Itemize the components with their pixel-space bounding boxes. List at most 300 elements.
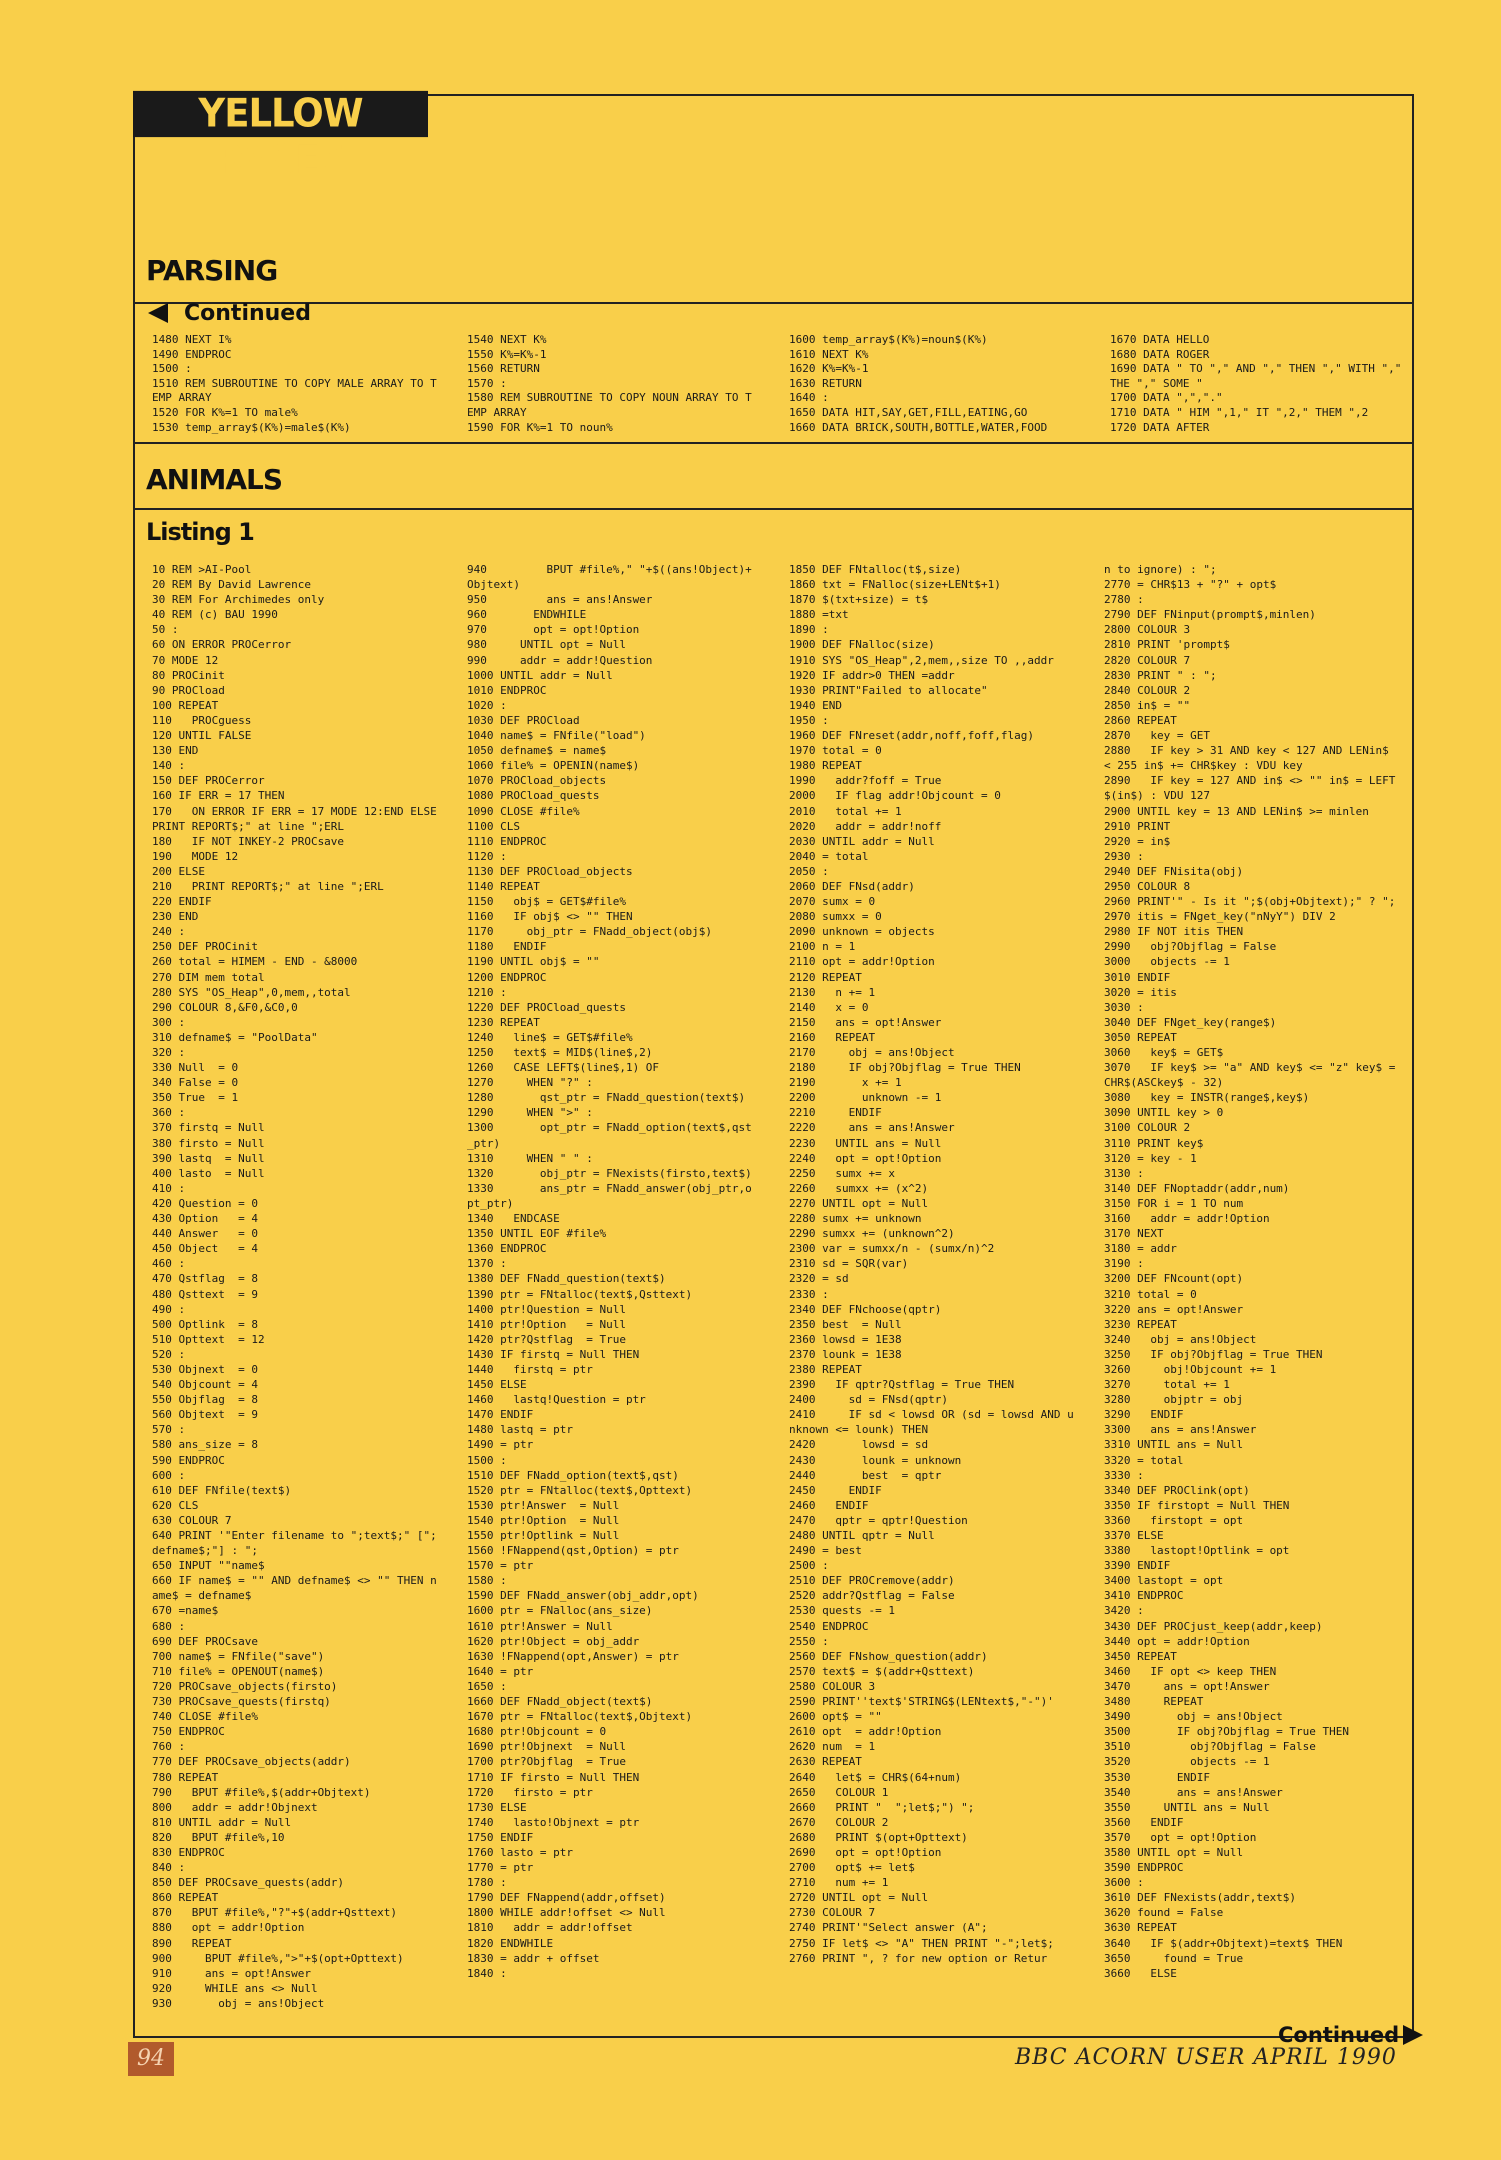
code-line: 1960 DEF FNreset(addr,noff,foff,flag) bbox=[789, 729, 1035, 743]
code-line: 2980 IF NOT itis THEN bbox=[1104, 925, 1244, 939]
code-line: 1360 ENDPROC bbox=[467, 1242, 547, 1256]
code-line: 710 file% = OPENOUT(name$) bbox=[152, 1664, 325, 1678]
code-line: 1400 ptr!Question = Null bbox=[467, 1302, 626, 1316]
code-line: 2730 COLOUR 7 bbox=[789, 1906, 876, 1920]
code-line: 1490 = ptr bbox=[467, 1438, 534, 1452]
code-line: 1660 DEF FNadd_object(text$) bbox=[467, 1695, 653, 1709]
code-line: 1730 ELSE bbox=[467, 1800, 527, 1814]
code-line: 440 Answer = 0 bbox=[152, 1227, 258, 1241]
code-line: 2340 DEF FNchoose(qptr) bbox=[789, 1302, 942, 1316]
code-line: 3090 UNTIL key > 0 bbox=[1104, 1106, 1224, 1120]
code-line: 1840 : bbox=[467, 1966, 507, 1980]
code-line: 630 COLOUR 7 bbox=[152, 1513, 232, 1527]
code-line: 1550 ptr!Optlink = Null bbox=[467, 1529, 620, 1542]
code-line: 3410 ENDPROC bbox=[1104, 1589, 1184, 1603]
code-line: 960 ENDWHILE bbox=[467, 608, 587, 622]
code-line: 1050 defname$ = name$ bbox=[467, 744, 607, 758]
code-line: 1850 DEF FNtalloc(t$,size) bbox=[789, 563, 962, 576]
code-line: 1920 IF addr>0 THEN =addr bbox=[789, 668, 955, 682]
code-line: 660 IF name$ = "" AND defname$ <> "" THEN name$ = defname$ bbox=[152, 1574, 437, 1603]
code-line: 880 opt = addr!Option bbox=[152, 1921, 305, 1935]
code-line: 3220 ans = opt!Answer bbox=[1104, 1302, 1244, 1316]
animals-title: ANIMALS bbox=[146, 463, 283, 496]
code-line: 2500 : bbox=[789, 1559, 829, 1573]
code-line: 3070 IF key$ >= "a" AND key$ <= "z" key$ = CHR$(ASCkey$ - 32) bbox=[1104, 1061, 1403, 1090]
code-line: 550 Objflag = 8 bbox=[152, 1393, 258, 1407]
code-line: 2490 = best bbox=[789, 1544, 862, 1558]
code-line: 990 addr = addr!Question bbox=[467, 653, 653, 667]
code-line: 1750 ENDIF bbox=[467, 1830, 534, 1844]
code-line: 2830 PRINT " : "; bbox=[1104, 668, 1217, 682]
code-line: 1500 : bbox=[152, 362, 192, 376]
code-line: 1790 DEF FNappend(addr,offset) bbox=[467, 1891, 666, 1905]
code-line: 2870 key = GET bbox=[1104, 729, 1210, 743]
code-line: 1820 ENDWHILE bbox=[467, 1936, 554, 1950]
code-line: 220 ENDIF bbox=[152, 895, 212, 909]
code-line: 2270 UNTIL opt = Null bbox=[789, 1196, 929, 1210]
code-line: 970 opt = opt!Option bbox=[467, 623, 640, 637]
code-line: 1610 NEXT K% bbox=[789, 347, 869, 361]
code-line: 2580 COLOUR 3 bbox=[789, 1679, 876, 1693]
code-line: 3340 DEF PROClink(opt) bbox=[1104, 1483, 1250, 1497]
code-line: 3480 REPEAT bbox=[1104, 1695, 1204, 1709]
code-line: 1260 CASE LEFT$(line$,1) OF bbox=[467, 1061, 660, 1075]
code-line: 1670 DATA HELLO bbox=[1110, 333, 1210, 346]
code-line: 1180 ENDIF bbox=[467, 940, 547, 954]
code-line: 1780 : bbox=[467, 1876, 507, 1890]
code-line: 1870 $(txt+size) = t$ bbox=[789, 593, 929, 607]
code-line: 1800 WHILE addr!offset <> Null bbox=[467, 1906, 666, 1920]
code-line: 2180 IF obj?Objflag = True THEN bbox=[789, 1061, 1021, 1075]
code-line: 170 ON ERROR IF ERR = 17 MODE 12:END ELSE PRINT REPORT$;" at line ";ERL bbox=[152, 804, 444, 833]
code-line: 2020 addr = addr!noff bbox=[789, 819, 942, 833]
code-line: 1710 DATA " HIM ",1," IT ",2," THEM ",2 bbox=[1110, 405, 1369, 419]
code-line: 3310 UNTIL ans = Null bbox=[1104, 1438, 1244, 1452]
code-line: 2040 = total bbox=[789, 849, 869, 863]
code-line: 20 REM By David Lawrence bbox=[152, 578, 311, 592]
code-line: 3610 DEF FNexists(addr,text$) bbox=[1104, 1891, 1297, 1905]
code-line: 1190 UNTIL obj$ = "" bbox=[467, 955, 600, 969]
code-line: 260 total = HIMEM - END - &8000 bbox=[152, 955, 358, 969]
parsing-column-4 bbox=[1110, 333, 1409, 435]
code-line: 3020 = itis bbox=[1104, 985, 1177, 999]
code-line: 1380 DEF FNadd_question(text$) bbox=[467, 1272, 666, 1286]
code-line: 1550 K%=K%-1 bbox=[467, 347, 547, 361]
code-line: 390 lastq = Null bbox=[152, 1151, 265, 1165]
code-line: 3260 obj!Objcount += 1 bbox=[1104, 1362, 1277, 1376]
code-line: 2130 n += 1 bbox=[789, 985, 876, 999]
code-line: 2570 text$ = $(addr+Qsttext) bbox=[789, 1664, 975, 1678]
code-line: 2410 IF sd < lowsd OR (sd = lowsd AND unknown <= lounk) THEN bbox=[789, 1408, 1074, 1437]
code-line: 100 REPEAT bbox=[152, 698, 219, 712]
code-line: 980 UNTIL opt = Null bbox=[467, 638, 626, 652]
code-line: 2560 DEF FNshow_question(addr) bbox=[789, 1649, 988, 1663]
code-line: 1990 addr?foff = True bbox=[789, 774, 942, 788]
code-line: 2100 n = 1 bbox=[789, 940, 856, 954]
code-line: 1640 : bbox=[789, 391, 829, 405]
code-line: 740 CLOSE #file% bbox=[152, 1710, 258, 1724]
code-line: 2090 unknown = objects bbox=[789, 925, 935, 939]
code-line: 3130 : bbox=[1104, 1166, 1144, 1180]
code-line: 140 : bbox=[152, 759, 186, 773]
parsing-column-2 bbox=[467, 333, 757, 435]
code-line: 680 : bbox=[152, 1619, 186, 1633]
code-line: 2060 DEF FNsd(addr) bbox=[789, 879, 915, 893]
code-line: 1340 ENDCASE bbox=[467, 1212, 560, 1226]
code-line: 3280 objptr = obj bbox=[1104, 1393, 1244, 1407]
code-line: 1880 =txt bbox=[789, 608, 849, 622]
code-line: 770 DEF PROCsave_objects(addr) bbox=[152, 1755, 351, 1769]
code-line: 420 Question = 0 bbox=[152, 1196, 258, 1210]
code-line: 50 : bbox=[152, 623, 179, 637]
code-line: 2080 sumxx = 0 bbox=[789, 910, 882, 924]
code-line: 2700 opt$ += let$ bbox=[789, 1861, 915, 1875]
code-line: 70 MODE 12 bbox=[152, 653, 219, 667]
code-line: 890 REPEAT bbox=[152, 1936, 232, 1950]
code-line: 810 UNTIL addr = Null bbox=[152, 1815, 292, 1829]
code-line: 3630 REPEAT bbox=[1104, 1921, 1177, 1935]
code-line: 3550 UNTIL ans = Null bbox=[1104, 1800, 1270, 1814]
code-line: 2840 COLOUR 2 bbox=[1104, 683, 1191, 697]
code-line: 750 ENDPROC bbox=[152, 1725, 225, 1739]
code-line: 1830 = addr + offset bbox=[467, 1951, 600, 1965]
code-line: 2260 sumxx += (x^2) bbox=[789, 1181, 929, 1195]
code-line: 3300 ans = ans!Answer bbox=[1104, 1423, 1257, 1437]
code-line: 2390 IF qptr?Qstflag = True THEN bbox=[789, 1378, 1015, 1392]
code-line: 3060 key$ = GET$ bbox=[1104, 1046, 1224, 1059]
code-line: 2440 best = qptr bbox=[789, 1468, 942, 1482]
code-line: 1980 REPEAT bbox=[789, 759, 862, 773]
code-line: 2600 opt$ = "" bbox=[789, 1710, 882, 1724]
code-line: 40 REM (c) BAU 1990 bbox=[152, 608, 278, 622]
code-line: 1410 ptr!Option = Null bbox=[467, 1317, 626, 1331]
code-line: 1280 qst_ptr = FNadd_question(text$) bbox=[467, 1091, 746, 1105]
code-line: 120 UNTIL FALSE bbox=[152, 729, 252, 743]
code-line: 200 ELSE bbox=[152, 864, 205, 878]
code-line: 2660 PRINT " ";let$;") "; bbox=[789, 1800, 975, 1814]
code-line: 470 Qstflag = 8 bbox=[152, 1272, 258, 1286]
code-line: 60 ON ERROR PROCerror bbox=[152, 638, 292, 652]
code-line: 730 PROCsave_quests(firstq) bbox=[152, 1695, 331, 1709]
code-line: 1290 WHEN ">" : bbox=[467, 1106, 593, 1120]
code-line: 2400 sd = FNsd(qptr) bbox=[789, 1393, 948, 1407]
code-line: 2150 ans = opt!Answer bbox=[789, 1015, 942, 1029]
code-line: 2370 lounk = 1E38 bbox=[789, 1347, 902, 1361]
code-line: 950 ans = ans!Answer bbox=[467, 593, 653, 607]
code-line: 3600 : bbox=[1104, 1876, 1144, 1890]
code-line: 3380 lastopt!Optlink = opt bbox=[1104, 1544, 1290, 1558]
code-line: 620 CLS bbox=[152, 1498, 199, 1512]
code-line: 2680 PRINT $(opt+Opttext) bbox=[789, 1830, 968, 1844]
code-line: 2850 in$ = "" bbox=[1104, 698, 1191, 712]
code-line: 3650 found = True bbox=[1104, 1951, 1244, 1965]
code-line: 150 DEF PROCerror bbox=[152, 774, 265, 788]
code-line: 1390 ptr = FNtalloc(text$,Qsttext) bbox=[467, 1287, 693, 1301]
code-line: 1560 RETURN bbox=[467, 362, 540, 376]
code-line: 610 DEF FNfile(text$) bbox=[152, 1483, 292, 1497]
code-line: 1910 SYS "OS_Heap",2,mem,,size TO ,,addr bbox=[789, 653, 1054, 667]
code-line: 850 DEF PROCsave_quests(addr) bbox=[152, 1876, 345, 1890]
code-line: 3290 ENDIF bbox=[1104, 1408, 1184, 1422]
code-line: 1510 DEF FNadd_option(text$,qst) bbox=[467, 1468, 679, 1482]
code-line: 2110 opt = addr!Option bbox=[789, 955, 935, 969]
code-line: 1740 lasto!Objnext = ptr bbox=[467, 1815, 640, 1829]
code-line: 3080 key = INSTR(range$,key$) bbox=[1104, 1091, 1310, 1105]
code-line: 1530 ptr!Answer = Null bbox=[467, 1498, 620, 1512]
code-line: 3270 total += 1 bbox=[1104, 1378, 1230, 1392]
code-line: 2350 best = Null bbox=[789, 1317, 902, 1331]
code-line: 3620 found = False bbox=[1104, 1906, 1224, 1920]
code-line: 2450 ENDIF bbox=[789, 1483, 882, 1497]
code-line: 3050 REPEAT bbox=[1104, 1030, 1177, 1044]
code-line: 830 ENDPROC bbox=[152, 1845, 225, 1859]
code-line: 2190 x += 1 bbox=[789, 1076, 902, 1090]
code-line: 1040 name$ = FNfile("load") bbox=[467, 729, 646, 743]
code-line: 1690 DATA " TO "," AND "," THEN "," WITH "," THE "," SOME " bbox=[1110, 362, 1409, 390]
code-line: 1620 ptr!Object = obj_addr bbox=[467, 1634, 640, 1648]
code-line: 2760 PRINT ", ? for new option or Retur bbox=[789, 1951, 1048, 1965]
code-line: 2780 : bbox=[1104, 593, 1144, 607]
code-line: 3210 total = 0 bbox=[1104, 1287, 1197, 1301]
code-line: 2920 = in$ bbox=[1104, 834, 1171, 848]
code-line: 1080 PROCload_quests bbox=[467, 789, 600, 803]
code-line: 2170 obj = ans!Object bbox=[789, 1046, 955, 1059]
code-line: 2030 UNTIL addr = Null bbox=[789, 834, 935, 848]
code-line: 1720 DATA AFTER bbox=[1110, 420, 1210, 434]
code-line: 1100 CLS bbox=[467, 819, 520, 833]
code-line: 1370 : bbox=[467, 1257, 507, 1271]
code-line: 3180 = addr bbox=[1104, 1242, 1177, 1256]
code-line: 2860 REPEAT bbox=[1104, 713, 1177, 727]
code-line: 2910 PRINT bbox=[1104, 819, 1171, 833]
code-line: 370 firstq = Null bbox=[152, 1121, 265, 1135]
code-line: 1120 : bbox=[467, 849, 507, 863]
code-line: 1250 text$ = MID$(line$,2) bbox=[467, 1046, 653, 1059]
code-line: 560 Objtext = 9 bbox=[152, 1408, 258, 1422]
code-line: 3490 obj = ans!Object bbox=[1104, 1710, 1283, 1724]
code-line: 1630 RETURN bbox=[789, 376, 862, 390]
code-line: 1220 DEF PROCload_quests bbox=[467, 1000, 626, 1014]
code-line: 2550 : bbox=[789, 1634, 829, 1648]
code-line: 90 PROCload bbox=[152, 683, 225, 697]
code-line: 2740 PRINT'"Select answer (A"; bbox=[789, 1921, 988, 1935]
code-line: 920 WHILE ans <> Null bbox=[152, 1981, 318, 1995]
code-line: 3160 addr = addr!Option bbox=[1104, 1212, 1270, 1226]
code-line: 3640 IF $(addr+Objtext)=text$ THEN bbox=[1104, 1936, 1343, 1950]
code-line: 570 : bbox=[152, 1423, 186, 1437]
magazine-footer: BBC ACORN USER APRIL 1990 bbox=[1015, 2045, 1397, 2070]
code-line: 1600 ptr = FNalloc(ans_size) bbox=[467, 1604, 653, 1618]
code-line: 1650 : bbox=[467, 1679, 507, 1693]
parsing-column-1 bbox=[152, 333, 438, 435]
code-line: 2950 COLOUR 8 bbox=[1104, 879, 1191, 893]
code-line: 1560 !FNappend(qst,Option) = ptr bbox=[467, 1544, 679, 1558]
code-line: 3320 = total bbox=[1104, 1453, 1184, 1467]
code-line: 350 True = 1 bbox=[152, 1091, 239, 1105]
code-line: 1480 lastq = ptr bbox=[467, 1423, 573, 1437]
code-line: 430 Option = 4 bbox=[152, 1212, 258, 1226]
code-line: 2610 opt = addr!Option bbox=[789, 1725, 942, 1739]
code-line: 3000 objects -= 1 bbox=[1104, 955, 1230, 969]
code-line: 2720 UNTIL opt = Null bbox=[789, 1891, 929, 1905]
code-line: 1010 ENDPROC bbox=[467, 683, 547, 697]
code-line: 3470 ans = opt!Answer bbox=[1104, 1679, 1270, 1693]
code-line: 1270 WHEN "?" : bbox=[467, 1076, 593, 1090]
code-line: 2420 lowsd = sd bbox=[789, 1438, 929, 1452]
code-line: 2320 = sd bbox=[789, 1272, 849, 1286]
code-line: 310 defname$ = "PoolData" bbox=[152, 1030, 318, 1044]
code-line: 400 lasto = Null bbox=[152, 1166, 265, 1180]
code-line: 2380 REPEAT bbox=[789, 1362, 862, 1376]
code-line: 480 Qsttext = 9 bbox=[152, 1287, 258, 1301]
code-line: 3590 ENDPROC bbox=[1104, 1861, 1184, 1875]
code-line: 1520 ptr = FNtalloc(text$,Opttext) bbox=[467, 1483, 693, 1497]
code-line: 1000 UNTIL addr = Null bbox=[467, 668, 613, 682]
code-line: 2620 num = 1 bbox=[789, 1740, 876, 1754]
code-line: 640 PRINT '"Enter filename to ";text$;" [";defname$;"] : "; bbox=[152, 1529, 437, 1558]
code-line: 1090 CLOSE #file% bbox=[467, 804, 580, 818]
code-line: 290 COLOUR 8,&F0,&C0,0 bbox=[152, 1000, 298, 1014]
code-line: 130 END bbox=[152, 744, 199, 758]
code-line: 1140 REPEAT bbox=[467, 879, 540, 893]
code-line: 3450 REPEAT bbox=[1104, 1649, 1177, 1663]
code-line: 910 ans = opt!Answer bbox=[152, 1966, 311, 1980]
code-line: 1760 lasto = ptr bbox=[467, 1845, 573, 1859]
code-line: 1570 = ptr bbox=[467, 1559, 534, 1573]
code-line: 2540 ENDPROC bbox=[789, 1619, 869, 1633]
code-line: 500 Optlink = 8 bbox=[152, 1317, 258, 1331]
section-divider bbox=[133, 302, 1414, 304]
left-arrow-icon bbox=[148, 303, 168, 323]
code-line: 3200 DEF FNcount(opt) bbox=[1104, 1272, 1244, 1286]
code-line: 800 addr = addr!Objnext bbox=[152, 1800, 318, 1814]
code-line: 2430 lounk = unknown bbox=[789, 1453, 962, 1467]
code-line: 3230 REPEAT bbox=[1104, 1317, 1177, 1331]
code-line: 2800 COLOUR 3 bbox=[1104, 623, 1191, 637]
code-line: 1600 temp_array$(K%)=noun$(K%) bbox=[789, 333, 988, 346]
code-line: 1510 REM SUBROUTINE TO COPY MALE ARRAY TO TEMP ARRAY bbox=[152, 376, 437, 405]
code-line: 1720 firsto = ptr bbox=[467, 1785, 593, 1799]
code-line: 1540 NEXT K% bbox=[467, 333, 547, 346]
code-line: 3140 DEF FNoptaddr(addr,num) bbox=[1104, 1181, 1290, 1195]
code-line: 2930 : bbox=[1104, 849, 1144, 863]
code-line: 1930 PRINT"Failed to allocate" bbox=[789, 683, 988, 697]
code-line: 2280 sumx += unknown bbox=[789, 1212, 922, 1226]
code-line: 1660 DATA BRICK,SOUTH,BOTTLE,WATER,FOOD bbox=[789, 420, 1048, 434]
code-line: 3150 FOR i = 1 TO num bbox=[1104, 1196, 1244, 1210]
code-line: 1940 END bbox=[789, 698, 842, 712]
code-line: 1440 firstq = ptr bbox=[467, 1362, 593, 1376]
code-line: 540 Objcount = 4 bbox=[152, 1378, 258, 1392]
code-line: 1670 ptr = FNtalloc(text$,Objtext) bbox=[467, 1710, 693, 1724]
listing-column-1 bbox=[152, 562, 444, 2011]
code-line: 450 Object = 4 bbox=[152, 1242, 258, 1256]
continued-marker-bottom: Continued bbox=[1278, 2023, 1423, 2047]
code-line: 860 REPEAT bbox=[152, 1891, 219, 1905]
code-line: 1210 : bbox=[467, 985, 507, 999]
code-line: 780 REPEAT bbox=[152, 1770, 219, 1784]
code-line: 1230 REPEAT bbox=[467, 1015, 540, 1029]
code-line: 30 REM For Archimedes only bbox=[152, 593, 325, 607]
code-line: 1500 : bbox=[467, 1453, 507, 1467]
code-line: 2010 total += 1 bbox=[789, 804, 902, 818]
code-line: 250 DEF PROCinit bbox=[152, 940, 258, 954]
code-line: 1710 IF firsto = Null THEN bbox=[467, 1770, 640, 1784]
section-divider bbox=[133, 442, 1414, 444]
code-line: 340 False = 0 bbox=[152, 1076, 239, 1090]
code-line: 2000 IF flag addr!Objcount = 0 bbox=[789, 789, 1001, 803]
code-line: 2470 qptr = qptr!Question bbox=[789, 1513, 968, 1527]
code-line: 3530 ENDIF bbox=[1104, 1770, 1210, 1784]
listing-column-2 bbox=[467, 562, 757, 1981]
code-line: 3500 IF obj?Objflag = True THEN bbox=[1104, 1725, 1350, 1739]
code-line: 3520 objects -= 1 bbox=[1104, 1755, 1270, 1769]
code-line: 2590 PRINT''text$'STRING$(LENtext$,"-")' bbox=[789, 1695, 1054, 1709]
code-line: 1480 NEXT I% bbox=[152, 333, 232, 346]
code-line: 1110 ENDPROC bbox=[467, 834, 547, 848]
code-line: n to ignore) : "; bbox=[1104, 563, 1217, 576]
code-line: 840 : bbox=[152, 1861, 186, 1875]
code-line: 2310 sd = SQR(var) bbox=[789, 1257, 909, 1271]
code-line: 1860 txt = FNalloc(size+LENt$+1) bbox=[789, 578, 1001, 592]
code-line: 3460 IF opt <> keep THEN bbox=[1104, 1664, 1277, 1678]
code-line: 1570 : bbox=[467, 376, 507, 390]
code-line: 720 PROCsave_objects(firsto) bbox=[152, 1679, 338, 1693]
code-line: 330 Null = 0 bbox=[152, 1061, 239, 1075]
code-line: 1630 !FNappend(opt,Answer) = ptr bbox=[467, 1649, 679, 1663]
code-line: 1130 DEF PROCload_objects bbox=[467, 864, 633, 878]
code-line: 3030 : bbox=[1104, 1000, 1144, 1014]
code-line: 1810 addr = addr!offset bbox=[467, 1921, 633, 1935]
code-line: 460 : bbox=[152, 1257, 186, 1271]
code-line: 1150 obj$ = GET$#file% bbox=[467, 895, 626, 909]
code-line: 1020 : bbox=[467, 698, 507, 712]
code-line: 3570 opt = opt!Option bbox=[1104, 1830, 1257, 1844]
code-line: 230 END bbox=[152, 910, 199, 924]
code-line: 3540 ans = ans!Answer bbox=[1104, 1785, 1283, 1799]
code-line: 870 BPUT #file%,"?"+$(addr+Qsttext) bbox=[152, 1906, 398, 1920]
code-line: 2300 var = sumxx/n - (sumx/n)^2 bbox=[789, 1242, 995, 1256]
code-line: 2210 ENDIF bbox=[789, 1106, 882, 1120]
code-line: 2220 ans = ans!Answer bbox=[789, 1121, 955, 1135]
code-line: 590 ENDPROC bbox=[152, 1453, 225, 1467]
code-line: 3240 obj = ans!Object bbox=[1104, 1332, 1257, 1346]
code-line: 80 PROCinit bbox=[152, 668, 225, 682]
code-line: 930 obj = ans!Object bbox=[152, 1996, 325, 2010]
code-line: 1590 FOR K%=1 TO noun% bbox=[467, 420, 613, 434]
code-line: 2880 IF key > 31 AND key < 127 AND LENin$ < 255 in$ += CHR$key : VDU key bbox=[1104, 744, 1396, 773]
code-line: 3420 : bbox=[1104, 1604, 1144, 1618]
listing-title: Listing 1 bbox=[146, 518, 254, 546]
code-line: 2200 unknown -= 1 bbox=[789, 1091, 942, 1105]
code-line: 2240 opt = opt!Option bbox=[789, 1151, 942, 1165]
code-line: 1690 ptr!Objnext = Null bbox=[467, 1740, 626, 1754]
code-line: 1530 temp_array$(K%)=male$(K%) bbox=[152, 420, 351, 434]
code-line: 3510 obj?Objflag = False bbox=[1104, 1740, 1316, 1754]
code-line: 3040 DEF FNget_key(range$) bbox=[1104, 1015, 1277, 1029]
code-line: 2120 REPEAT bbox=[789, 970, 862, 984]
code-line: 1070 PROCload_objects bbox=[467, 774, 607, 788]
listing-column-4 bbox=[1104, 562, 1403, 1981]
code-line: 2360 lowsd = 1E38 bbox=[789, 1332, 902, 1346]
parsing-column-3 bbox=[789, 333, 1079, 435]
code-line: 2250 sumx += x bbox=[789, 1166, 895, 1180]
code-line: 210 PRINT REPORT$;" at line ";ERL bbox=[152, 879, 384, 893]
code-line: 2670 COLOUR 2 bbox=[789, 1815, 889, 1829]
code-line: 1420 ptr?Qstflag = True bbox=[467, 1332, 626, 1346]
code-line: 650 INPUT ""name$ bbox=[152, 1559, 265, 1573]
code-line: 1430 IF firstq = Null THEN bbox=[467, 1347, 640, 1361]
